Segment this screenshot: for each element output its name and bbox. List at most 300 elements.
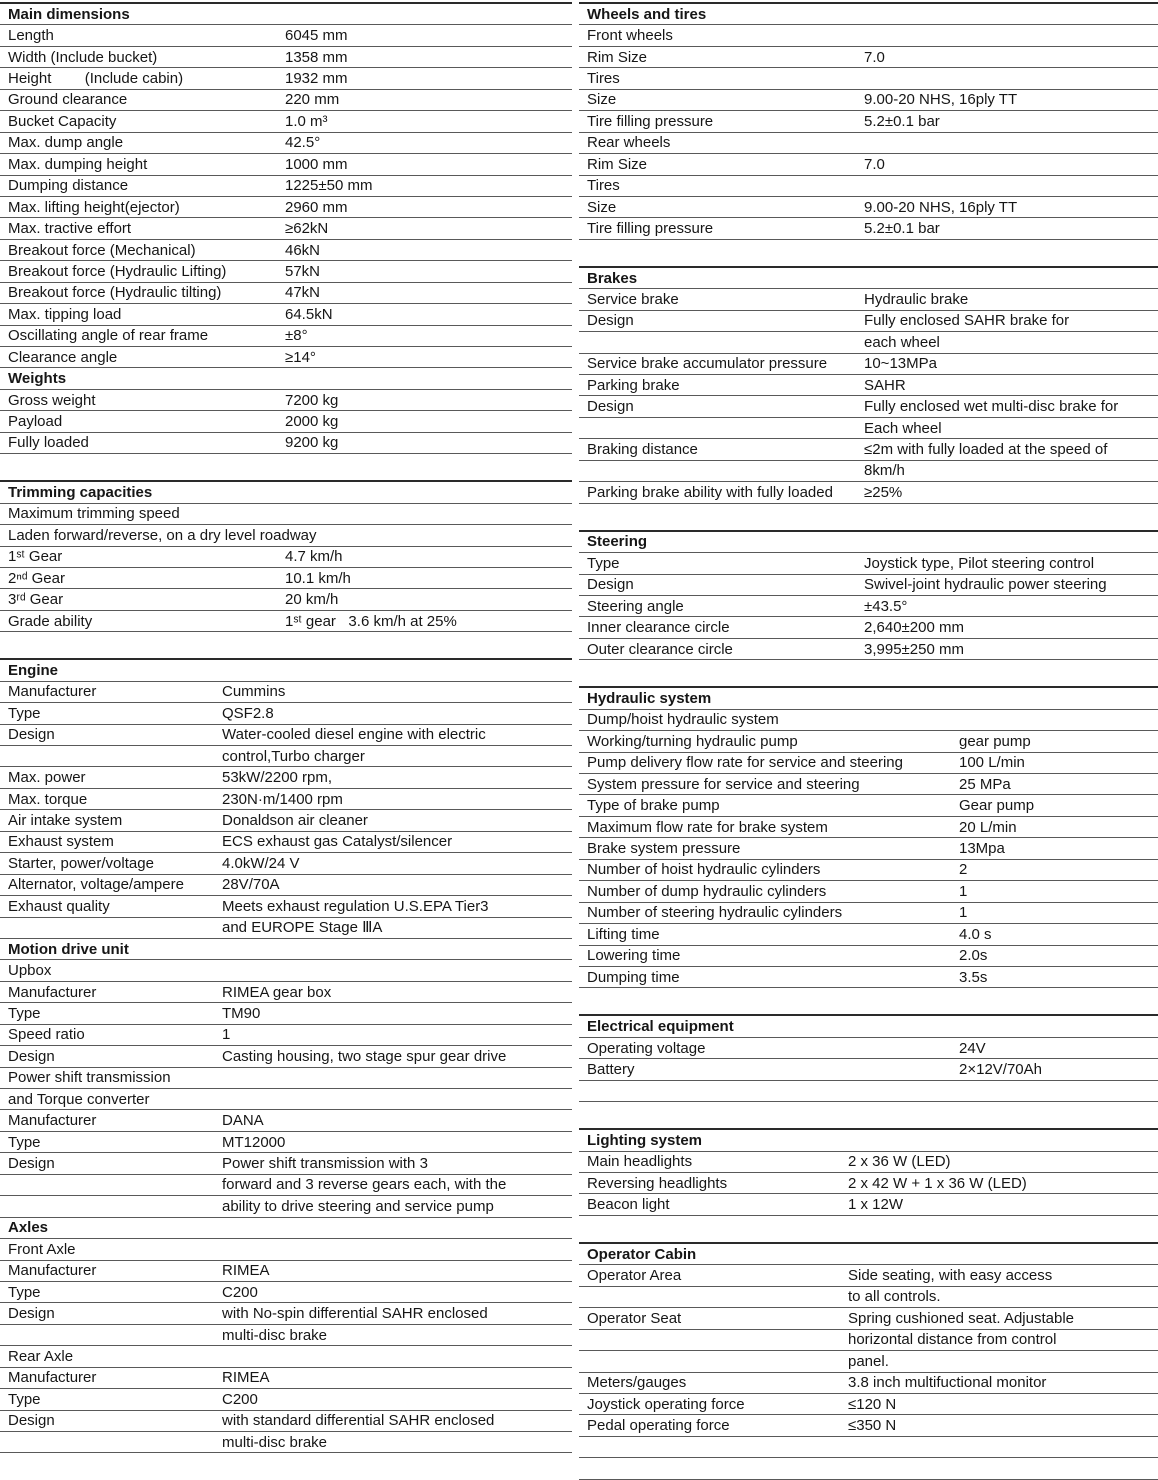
spec-label: Meters/gauges	[587, 1374, 687, 1392]
spec-value: 2	[959, 861, 968, 879]
spec-row	[0, 547, 572, 568]
spec-label: Braking distance	[587, 441, 698, 459]
spec-value: 46kN	[285, 241, 321, 259]
spec-label: Outer clearance circle	[587, 640, 733, 658]
spec-label: Lifting time	[587, 925, 660, 943]
spec-value: 5.2±0.1 bar	[864, 220, 940, 238]
spec-value: ≤120 N	[848, 1395, 897, 1413]
spec-value: C200	[222, 1390, 258, 1408]
spec-row	[0, 1389, 572, 1410]
spec-row	[0, 682, 572, 703]
spec-value: ±43.5°	[864, 597, 908, 615]
section-header-row	[579, 1130, 1158, 1151]
spec-row	[579, 553, 1158, 574]
spec-value: ECS exhaust gas Catalyst/silencer	[222, 833, 453, 851]
spec-value: 2×12V/70Ah	[959, 1060, 1042, 1078]
spec-label: Manufacturer	[8, 1112, 97, 1130]
spec-value: ±8°	[285, 327, 308, 345]
spec-row	[0, 1368, 572, 1389]
spec-row	[579, 1458, 1158, 1479]
spec-value: MT12000	[222, 1133, 286, 1151]
spec-row	[579, 1038, 1158, 1059]
spec-label: Design	[587, 576, 634, 594]
spec-label: Steering angle	[587, 597, 684, 615]
spec-row	[579, 375, 1158, 396]
spec-label: Type	[8, 1004, 41, 1022]
spec-label: Max. lifting height(ejector)	[8, 198, 180, 216]
spec-value: 53kW/2200 rpm,	[222, 769, 333, 787]
spec-label: Power shift transmission	[8, 1069, 171, 1087]
spec-label: Lowering time	[587, 947, 681, 965]
spec-value: Fully enclosed SAHR brake for	[864, 312, 1070, 330]
spec-value: 230N·m/1400 rpm	[222, 790, 343, 808]
spec-row	[579, 1059, 1158, 1080]
spec-label: Exhaust quality	[8, 897, 110, 915]
spec-label: Design	[8, 1412, 55, 1430]
spec-label: Max. tipping load	[8, 305, 122, 323]
spec-row	[0, 1325, 572, 1346]
spec-value: 10.1 km/h	[285, 569, 351, 587]
section-electrical-equipment	[579, 1014, 1158, 1102]
spec-row	[0, 1303, 572, 1324]
spec-label: Joystick operating force	[587, 1395, 745, 1413]
spec-label: Alternator, voltage/ampere	[8, 876, 184, 894]
spec-label: Number of steering hydraulic cylinders	[587, 904, 843, 922]
spec-value: 1225±50 mm	[285, 177, 373, 195]
spec-value: Side seating, with easy access	[848, 1267, 1053, 1285]
spec-row	[0, 154, 572, 175]
spec-label: Rear wheels	[587, 134, 671, 152]
spec-row	[579, 25, 1158, 46]
spec-row	[0, 1089, 572, 1110]
spec-row	[0, 240, 572, 261]
spec-row	[579, 418, 1158, 439]
spec-label: 3ʳᵈ Gear	[8, 591, 64, 609]
spec-row	[0, 1068, 572, 1089]
spec-label: Air intake system	[8, 812, 123, 830]
spec-label: Fully loaded	[8, 434, 89, 452]
spec-row	[579, 1308, 1158, 1329]
spec-value: 2 x 36 W (LED)	[848, 1153, 951, 1171]
section-title: Trimming capacities	[8, 483, 153, 501]
section-header-row	[579, 532, 1158, 553]
spec-label: Dumping distance	[8, 177, 129, 195]
spec-row	[0, 433, 572, 454]
spec-value: 57kN	[285, 262, 321, 280]
spec-value: Gear pump	[959, 797, 1035, 815]
spec-value: ≥25%	[864, 483, 903, 501]
spec-label: Design	[8, 726, 55, 744]
spec-label: Manufacturer	[8, 1262, 97, 1280]
spec-label: Type	[8, 1283, 41, 1301]
spec-row	[579, 617, 1158, 638]
spec-label: Maximum trimming speed	[8, 505, 180, 523]
spec-label: Pedal operating force	[587, 1417, 730, 1435]
spec-value: SAHR	[864, 376, 906, 394]
spec-label: Battery	[587, 1060, 635, 1078]
spec-label: Design	[587, 312, 634, 330]
spec-value: 4.0 s	[959, 925, 992, 943]
spec-value: 220 mm	[285, 91, 340, 109]
spec-label: Brake system pressure	[587, 840, 741, 858]
section-hydraulic-system	[579, 686, 1158, 988]
section-operator-cabin	[579, 1242, 1158, 1480]
spec-value: 2960 mm	[285, 198, 348, 216]
section-header-row	[579, 1244, 1158, 1265]
spec-label: Tires	[587, 70, 620, 88]
section-title: Weights	[8, 370, 67, 388]
section-header-row	[0, 660, 572, 681]
spec-value: C200	[222, 1283, 258, 1301]
spec-label: Design	[8, 1305, 55, 1323]
spec-row	[0, 1411, 572, 1432]
spec-label: Dumping time	[587, 968, 680, 986]
spec-row	[0, 111, 572, 132]
spec-row	[0, 47, 572, 68]
spec-label: Reversing headlights	[587, 1174, 728, 1192]
spec-label: Design	[8, 1155, 55, 1173]
spec-value: 7.0	[864, 48, 885, 66]
spec-row	[579, 133, 1158, 154]
section-main-dimensions	[0, 2, 572, 368]
spec-row	[579, 924, 1158, 945]
spec-row	[0, 25, 572, 46]
spec-value: 4.7 km/h	[285, 548, 343, 566]
section-title: Engine	[8, 661, 59, 679]
section-steering	[579, 530, 1158, 661]
spec-label: Upbox	[8, 962, 52, 980]
spec-label: Breakout force (Hydraulic Lifting)	[8, 262, 227, 280]
spec-row	[0, 1261, 572, 1282]
spec-row	[0, 896, 572, 917]
spec-row	[579, 795, 1158, 816]
spec-row	[579, 311, 1158, 332]
spec-row	[0, 347, 572, 368]
spec-value: multi-disc brake	[222, 1433, 328, 1451]
spec-row	[579, 1437, 1158, 1458]
spec-value: QSF2.8	[222, 704, 274, 722]
spec-label: Operator Seat	[587, 1309, 682, 1327]
spec-value: ≤350 N	[848, 1417, 897, 1435]
spec-row	[0, 283, 572, 304]
section-header-row	[0, 4, 572, 25]
spec-value: ≤2m with fully loaded at the speed of	[864, 441, 1108, 459]
spec-row	[579, 154, 1158, 175]
spec-row	[579, 1081, 1158, 1102]
spec-value: Swivel-joint hydraulic power steering	[864, 576, 1107, 594]
spec-label: Working/turning hydraulic pump	[587, 732, 798, 750]
spec-label: Inner clearance circle	[587, 619, 730, 637]
spec-value: 4.0kW/24 V	[222, 854, 300, 872]
section-title: Brakes	[587, 269, 638, 287]
section-header-row	[0, 939, 572, 960]
spec-row	[579, 710, 1158, 731]
spec-value: 100 L/min	[959, 754, 1025, 772]
spec-label: Grade ability	[8, 612, 93, 630]
spec-label: Size	[587, 91, 617, 109]
spec-row	[0, 1175, 572, 1196]
spec-value: horizontal distance from control	[848, 1331, 1057, 1349]
section-header-row	[579, 268, 1158, 289]
spec-value: Hydraulic brake	[864, 290, 969, 308]
spec-row	[0, 90, 572, 111]
spec-row	[0, 1003, 572, 1024]
spec-value: 24V	[959, 1039, 986, 1057]
section-header-row	[0, 482, 572, 503]
spec-row	[579, 639, 1158, 660]
spec-row	[0, 982, 572, 1003]
spec-row	[579, 903, 1158, 924]
spec-value: Each wheel	[864, 419, 942, 437]
spec-row	[0, 1132, 572, 1153]
spec-value: 9.00-20 NHS, 16ply TT	[864, 91, 1018, 109]
spec-label: Speed ratio	[8, 1026, 85, 1044]
spec-row	[0, 525, 572, 546]
spec-value: Fully enclosed wet multi-disc brake for	[864, 398, 1119, 416]
spec-label: Type	[8, 1390, 41, 1408]
section-brakes	[579, 266, 1158, 504]
spec-row	[0, 1046, 572, 1067]
spec-value: TM90	[222, 1004, 261, 1022]
spec-label: Type	[587, 554, 620, 572]
spec-value: forward and 3 reverse gears each, with the	[222, 1176, 507, 1194]
spec-row	[579, 396, 1158, 417]
spec-value: 42.5°	[285, 134, 321, 152]
spec-row	[579, 439, 1158, 460]
spec-label: 1ˢᵗ Gear	[8, 548, 63, 566]
spec-value: to all controls.	[848, 1288, 941, 1306]
spec-row	[579, 1287, 1158, 1308]
spec-value: 20 km/h	[285, 591, 339, 609]
spec-row	[579, 111, 1158, 132]
section-title: Electrical equipment	[587, 1018, 734, 1036]
spec-value: 25 MPa	[959, 775, 1011, 793]
spec-label: Payload	[8, 413, 63, 431]
spec-value: 1932 mm	[285, 70, 348, 88]
spec-value: gear pump	[959, 732, 1031, 750]
spec-row	[579, 1351, 1158, 1372]
spec-label: Width (Include bucket)	[8, 48, 158, 66]
spec-value: 2,640±200 mm	[864, 619, 964, 637]
spec-label: Parking brake	[587, 376, 680, 394]
spec-value: 7200 kg	[285, 391, 339, 409]
section-title: Wheels and tires	[587, 5, 707, 23]
spec-row	[0, 725, 572, 746]
spec-row	[0, 703, 572, 724]
spec-label: Oscillating angle of rear frame	[8, 327, 209, 345]
spec-value: 64.5kN	[285, 305, 333, 323]
spec-label: Operator Area	[587, 1267, 682, 1285]
spec-row	[579, 731, 1158, 752]
spec-value: 47kN	[285, 284, 321, 302]
spec-label: Number of dump hydraulic cylinders	[587, 882, 827, 900]
spec-row	[579, 47, 1158, 68]
spec-label: Height (Include cabin)	[8, 70, 184, 88]
spec-row	[0, 611, 572, 632]
spec-label: Manufacturer	[8, 983, 97, 1001]
spec-label: Max. dump angle	[8, 134, 124, 152]
spec-value: each wheel	[864, 333, 940, 351]
spec-label: Dump/hoist hydraulic system	[587, 711, 779, 729]
spec-value: 3,995±250 mm	[864, 640, 964, 658]
spec-row	[0, 960, 572, 981]
spec-row	[0, 504, 572, 525]
spec-row	[0, 304, 572, 325]
spec-row	[579, 176, 1158, 197]
spec-value: 1	[959, 882, 968, 900]
spec-label: 2ⁿᵈ Gear	[8, 569, 65, 587]
spec-label: Ground clearance	[8, 91, 128, 109]
spec-row	[0, 1282, 572, 1303]
spec-label: Max. torque	[8, 790, 88, 808]
spec-row	[0, 767, 572, 788]
spec-value: with No-spin differential SAHR enclosed	[222, 1305, 488, 1323]
spec-row	[0, 261, 572, 282]
spec-row	[579, 596, 1158, 617]
spec-label: Tire filling pressure	[587, 220, 714, 238]
spec-label: Length	[8, 27, 54, 45]
spec-value: 2 x 42 W + 1 x 36 W (LED)	[848, 1174, 1027, 1192]
spec-row	[0, 875, 572, 896]
spec-value: with standard differential SAHR enclosed	[222, 1412, 495, 1430]
spec-row	[579, 1173, 1158, 1194]
spec-row	[579, 90, 1158, 111]
spec-value: 20 L/min	[959, 818, 1017, 836]
section-engine	[0, 658, 572, 939]
spec-row	[0, 1025, 572, 1046]
spec-label: Max. tractive effort	[8, 220, 132, 238]
spec-row	[0, 853, 572, 874]
section-title: Operator Cabin	[587, 1245, 697, 1263]
section-title: Main dimensions	[8, 5, 130, 23]
spec-label: System pressure for service and steering	[587, 775, 860, 793]
spec-label: Exhaust system	[8, 833, 114, 851]
section-wheels-and-tires	[579, 2, 1158, 240]
spec-value: 9200 kg	[285, 434, 339, 452]
spec-row	[579, 946, 1158, 967]
spec-row	[579, 1194, 1158, 1215]
section-title: Steering	[587, 533, 648, 551]
spec-label: Main headlights	[587, 1153, 693, 1171]
spec-value: RIMEA gear box	[222, 983, 332, 1001]
spec-row	[579, 1265, 1158, 1286]
spec-row	[0, 789, 572, 810]
spec-row	[0, 1432, 572, 1453]
spec-value: 2.0s	[959, 947, 988, 965]
spec-row	[579, 967, 1158, 988]
spec-label: Operating voltage	[587, 1039, 706, 1057]
spec-value: 6045 mm	[285, 27, 348, 45]
spec-row	[579, 575, 1158, 596]
spec-value: 8km/h	[864, 462, 905, 480]
section-title: Hydraulic system	[587, 689, 712, 707]
spec-row	[0, 1239, 572, 1260]
spec-value: 1	[959, 904, 968, 922]
spec-value: 13Mpa	[959, 840, 1005, 858]
spec-row	[0, 918, 572, 939]
spec-value: and EUROPE Stage ⅢA	[222, 919, 383, 937]
spec-value: 10~13MPa	[864, 355, 937, 373]
spec-row	[579, 1330, 1158, 1351]
spec-value: 3.5s	[959, 968, 988, 986]
spec-label: Front Axle	[8, 1240, 76, 1258]
spec-label: Rim Size	[587, 48, 648, 66]
spec-label: Design	[587, 398, 634, 416]
spec-label: Size	[587, 198, 617, 216]
spec-label: Pump delivery flow rate for service and steering	[587, 754, 903, 772]
spec-value: 9.00-20 NHS, 16ply TT	[864, 198, 1018, 216]
spec-row	[0, 133, 572, 154]
spec-label: Service brake accumulator pressure	[587, 355, 828, 373]
spec-label: Clearance angle	[8, 348, 118, 366]
right-column	[579, 2, 1158, 1480]
spec-value: RIMEA	[222, 1262, 270, 1280]
spec-value: ≥62kN	[285, 220, 329, 238]
spec-row	[0, 390, 572, 411]
spec-label: Manufacturer	[8, 1369, 97, 1387]
spec-row	[0, 68, 572, 89]
spec-value: Spring cushioned seat. Adjustable	[848, 1309, 1074, 1327]
section-weights	[0, 368, 572, 454]
spec-value: multi-disc brake	[222, 1326, 328, 1344]
spec-row	[579, 197, 1158, 218]
spec-value: ability to drive steering and service pump	[222, 1197, 494, 1215]
spec-value: RIMEA	[222, 1369, 270, 1387]
spec-label: Service brake	[587, 290, 679, 308]
spec-value: 1.0 m³	[285, 112, 328, 130]
left-column	[0, 2, 572, 1480]
spec-row	[0, 832, 572, 853]
spec-row	[0, 218, 572, 239]
section-header-row	[579, 4, 1158, 25]
spec-label: Type	[8, 1133, 41, 1151]
spec-label: Gross weight	[8, 391, 96, 409]
spec-value: 7.0	[864, 155, 885, 173]
section-header-row	[579, 688, 1158, 709]
spec-row	[0, 589, 572, 610]
section-title: Motion drive unit	[8, 940, 129, 958]
spec-row	[579, 1152, 1158, 1173]
spec-row	[579, 332, 1158, 353]
spec-value: panel.	[848, 1352, 889, 1370]
spec-row	[0, 411, 572, 432]
spec-label: Tires	[587, 177, 620, 195]
spec-row	[579, 218, 1158, 239]
spec-label: Tire filling pressure	[587, 112, 714, 130]
spec-value: 1358 mm	[285, 48, 348, 66]
section-header-row	[579, 1016, 1158, 1037]
spec-value: ≥14°	[285, 348, 316, 366]
spec-row	[579, 354, 1158, 375]
section-title: Lighting system	[587, 1131, 703, 1149]
spec-row	[579, 1394, 1158, 1415]
spec-label: Rear Axle	[8, 1347, 74, 1365]
spec-value: DANA	[222, 1112, 264, 1130]
spec-label: Type	[8, 704, 41, 722]
spec-label: Rim Size	[587, 155, 648, 173]
spec-label: Breakout force (Hydraulic tilting)	[8, 284, 222, 302]
spec-row	[579, 838, 1158, 859]
spec-row	[579, 881, 1158, 902]
section-axles	[0, 1218, 572, 1454]
section-trimming-capacities	[0, 480, 572, 632]
spec-value: Water-cooled diesel engine with electric	[222, 726, 486, 744]
section-header-row	[0, 368, 572, 389]
spec-row	[0, 1153, 572, 1174]
spec-label: Max. power	[8, 769, 86, 787]
spec-row	[579, 1415, 1158, 1436]
spec-value: Meets exhaust regulation U.S.EPA Tier3	[222, 897, 489, 915]
